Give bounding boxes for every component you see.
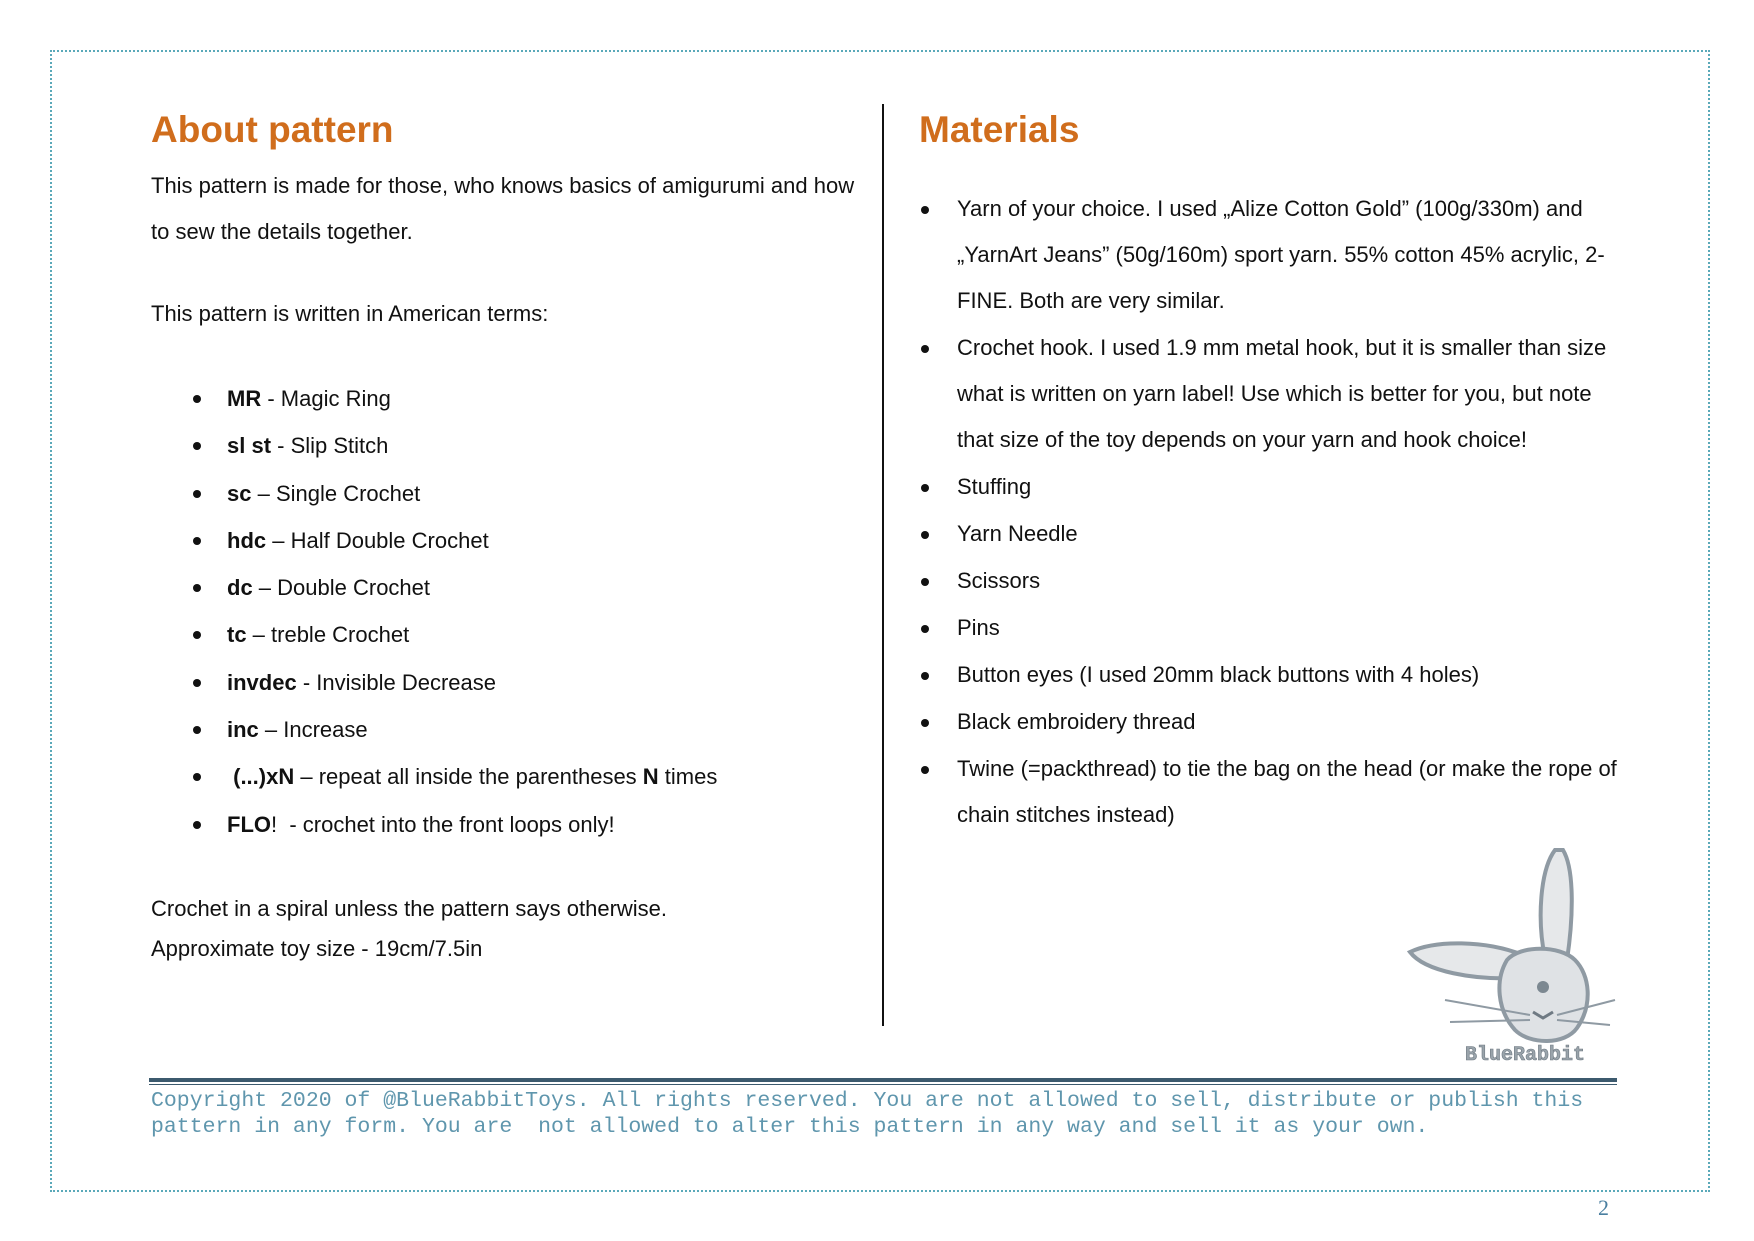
- footer-rule-thin: [149, 1084, 1617, 1085]
- term-item: hdc – Half Double Crochet: [151, 517, 871, 564]
- term-item: dc – Double Crochet: [151, 564, 871, 611]
- material-item: Yarn of your choice. I used „Alize Cotton Gold” (100g/330m) and „YarnArt Jeans” (50g/160m) sport yarn. 55% cotton 45% acrylic, 2-FINE. Both are very similar.: [919, 186, 1619, 324]
- term-item: sl st - Slip Stitch: [151, 422, 871, 469]
- term-item: MR - Magic Ring: [151, 375, 871, 422]
- materials-title: Materials: [919, 109, 1080, 150]
- term-item: FLO! - crochet into the front loops only!: [151, 801, 871, 848]
- svg-text:BlueRabbit: BlueRabbit: [1465, 1044, 1586, 1067]
- footer-rule: [149, 1078, 1617, 1082]
- about-pattern-section: [151, 100, 871, 972]
- about-pattern-title: About pattern: [151, 109, 394, 150]
- materials-section: [919, 100, 1619, 839]
- spiral-note: Crochet in a spiral unless the pattern says otherwise.: [151, 895, 668, 921]
- rabbit-logo-icon: [1405, 840, 1620, 1070]
- term-item: inc – Increase: [151, 706, 871, 753]
- column-divider: [882, 104, 884, 1026]
- copyright-notice: Copyright 2020 of @BlueRabbitToys. All rights reserved. You are not allowed to sell, distribute or publish this pattern in any form. You are not allowed to alter this pattern in any way and sell it as your own.: [151, 1089, 1597, 1139]
- term-item: invdec - Invisible Decrease: [151, 659, 871, 706]
- size-note: Approximate toy size - 19cm/7.5in: [151, 935, 483, 961]
- material-item: Button eyes (I used 20mm black buttons with 4 holes): [919, 652, 1619, 698]
- term-item: (...)xN – repeat all inside the parentheses N times: [151, 753, 871, 800]
- material-item: Scissors: [919, 558, 1619, 604]
- term-item: tc – treble Crochet: [151, 611, 871, 658]
- material-item: Crochet hook. I used 1.9 mm metal hook, but it is smaller than size what is written on yarn label! Use which is better for you, but note that size of the toy depends on your yarn and hook choice!: [919, 325, 1619, 463]
- about-intro: This pattern is made for those, who knows basics of amigurumi and how to sew the details together.: [151, 173, 855, 244]
- material-item: Pins: [919, 605, 1619, 651]
- material-item: Yarn Needle: [919, 511, 1619, 557]
- terms-list: [151, 375, 871, 848]
- term-item: sc – Single Crochet: [151, 470, 871, 517]
- terms-heading: This pattern is written in American terms:: [151, 301, 549, 326]
- material-item: Black embroidery thread: [919, 699, 1619, 745]
- material-item: Twine (=packthread) to tie the bag on the head (or make the rope of chain stitches instead): [919, 746, 1619, 838]
- page-number: 2: [1598, 1195, 1609, 1220]
- bluerabbit-logo: [1405, 840, 1620, 1070]
- material-item: Stuffing: [919, 464, 1619, 510]
- materials-list: [919, 186, 1619, 838]
